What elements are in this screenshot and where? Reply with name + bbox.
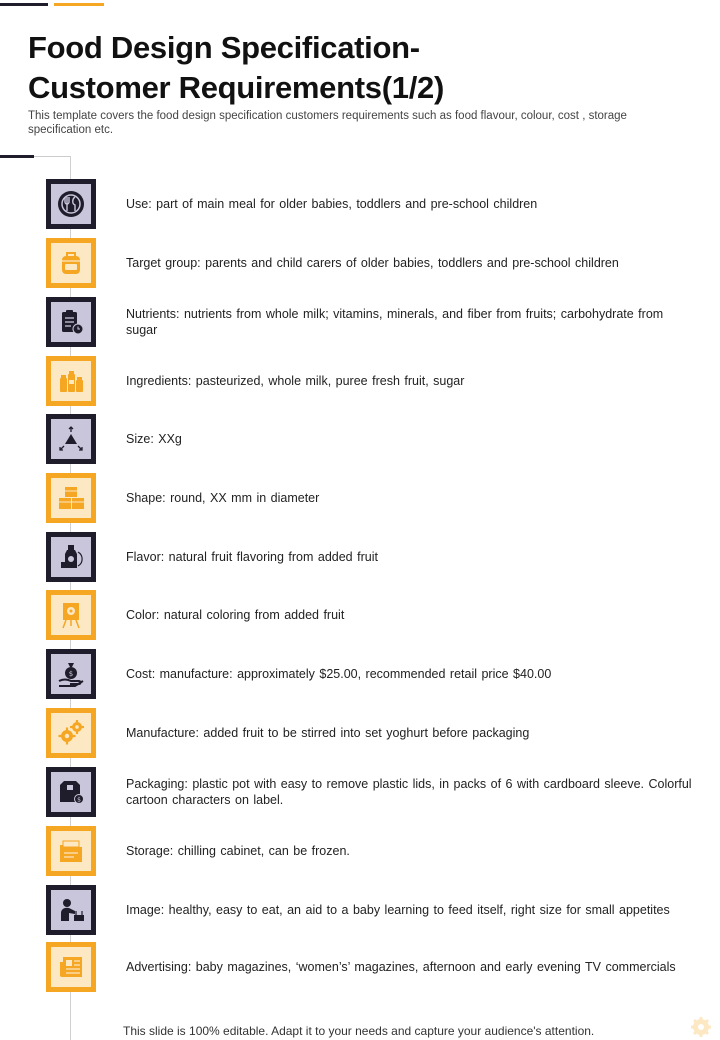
- list-item-text: Ingredients: pasteurized, whole milk, puree fresh fruit, sugar: [126, 374, 465, 388]
- svg-text:$: $: [77, 796, 81, 804]
- list-item: [46, 767, 696, 817]
- newspaper-icon: [56, 952, 86, 982]
- list-item: [46, 356, 696, 406]
- list-item-text: Flavor: natural fruit flavoring from added fruit: [126, 550, 378, 564]
- list-item-text: Nutrients: nutrients from whole milk; vitamins, minerals, and fiber from fruits; carbohydrate from sugar: [126, 307, 664, 337]
- list-item: [46, 708, 696, 758]
- icon-frame: [46, 590, 96, 640]
- plate-cutlery-icon: [56, 189, 86, 219]
- icon-frame: [46, 297, 96, 347]
- side-accent-mark: [0, 155, 34, 158]
- icon-frame: [46, 649, 96, 699]
- icon-frame: [46, 414, 96, 464]
- list-item: [46, 942, 696, 992]
- timeline-connector: [34, 156, 70, 157]
- clipboard-list-icon: [56, 307, 86, 337]
- list-item-text: Advertising: baby magazines, ‘women’s’ magazines, afternoon and early evening TV commercials: [126, 960, 676, 974]
- list-item: [46, 532, 696, 582]
- list-item-text: Size: XXg: [126, 432, 182, 446]
- top-accent-bar-dark: [0, 3, 48, 6]
- list-item: [46, 590, 696, 640]
- list-item-text: Packaging: plastic pot with easy to remove plastic lids, in packs of 6 with cardboard sleeve. Colorful cartoon characters on label.: [126, 777, 692, 807]
- icon-frame: [46, 532, 96, 582]
- page-title-line1: Food Design Specification-: [28, 30, 420, 65]
- icon-frame: [46, 179, 96, 229]
- gear-logo-icon: [690, 1016, 712, 1038]
- list-item-text: Use: part of main meal for older babies, toddlers and pre-school children: [126, 197, 538, 211]
- list-item: [46, 649, 696, 699]
- icon-frame: [46, 826, 96, 876]
- money-bag-hand-icon: [56, 659, 86, 689]
- cabinet-icon: [56, 836, 86, 866]
- baby-feeding-icon: [56, 895, 86, 925]
- icon-frame: [46, 767, 96, 817]
- list-item-text: Shape: round, XX mm in diameter: [126, 491, 320, 505]
- icon-frame: [46, 473, 96, 523]
- top-accent-bar-orange: [54, 3, 104, 6]
- stacked-cubes-icon: [56, 483, 86, 513]
- ingredient-jars-icon: [56, 366, 86, 396]
- backpack-icon: [56, 248, 86, 278]
- list-item: [46, 414, 696, 464]
- list-item-text: Cost: manufacture: approximately $25.00, recommended retail price $40.00: [126, 667, 552, 681]
- icon-frame: [46, 356, 96, 406]
- svg-text:$: $: [68, 670, 74, 678]
- expand-arrows-icon: [56, 424, 86, 454]
- bottle-icon: [56, 542, 86, 572]
- list-item-text: Storage: chilling cabinet, can be frozen.: [126, 844, 350, 858]
- list-item: [46, 473, 696, 523]
- package-box-icon: [56, 777, 86, 807]
- page-subtitle: This template covers the food design specification customers requirements such as food flavour, colour, cost , storage specification etc.: [28, 110, 627, 136]
- list-item-text: Image: healthy, easy to eat, an aid to a baby learning to feed itself, right size for small appetites: [126, 903, 670, 917]
- icon-frame: [46, 885, 96, 935]
- list-item: [46, 826, 696, 876]
- footer-note: This slide is 100% editable. Adapt it to your needs and capture your audience's attention.: [123, 1024, 595, 1038]
- gears-icon: [56, 718, 86, 748]
- list-item: [46, 297, 696, 347]
- icon-frame: [46, 238, 96, 288]
- list-item-text: Target group: parents and child carers of older babies, toddlers and pre-school children: [126, 256, 619, 270]
- list-item-text: Manufacture: added fruit to be stirred into set yoghurt before packaging: [126, 726, 530, 740]
- list-item-text: Color: natural coloring from added fruit: [126, 608, 345, 622]
- icon-frame: [46, 942, 96, 992]
- page-title: [28, 28, 688, 108]
- list-item: [46, 238, 696, 288]
- list-item: [46, 179, 696, 229]
- page-title-line2: Customer Requirements(1/2): [28, 70, 444, 105]
- icon-frame: [46, 708, 96, 758]
- list-item: [46, 885, 696, 935]
- easel-icon: [56, 600, 86, 630]
